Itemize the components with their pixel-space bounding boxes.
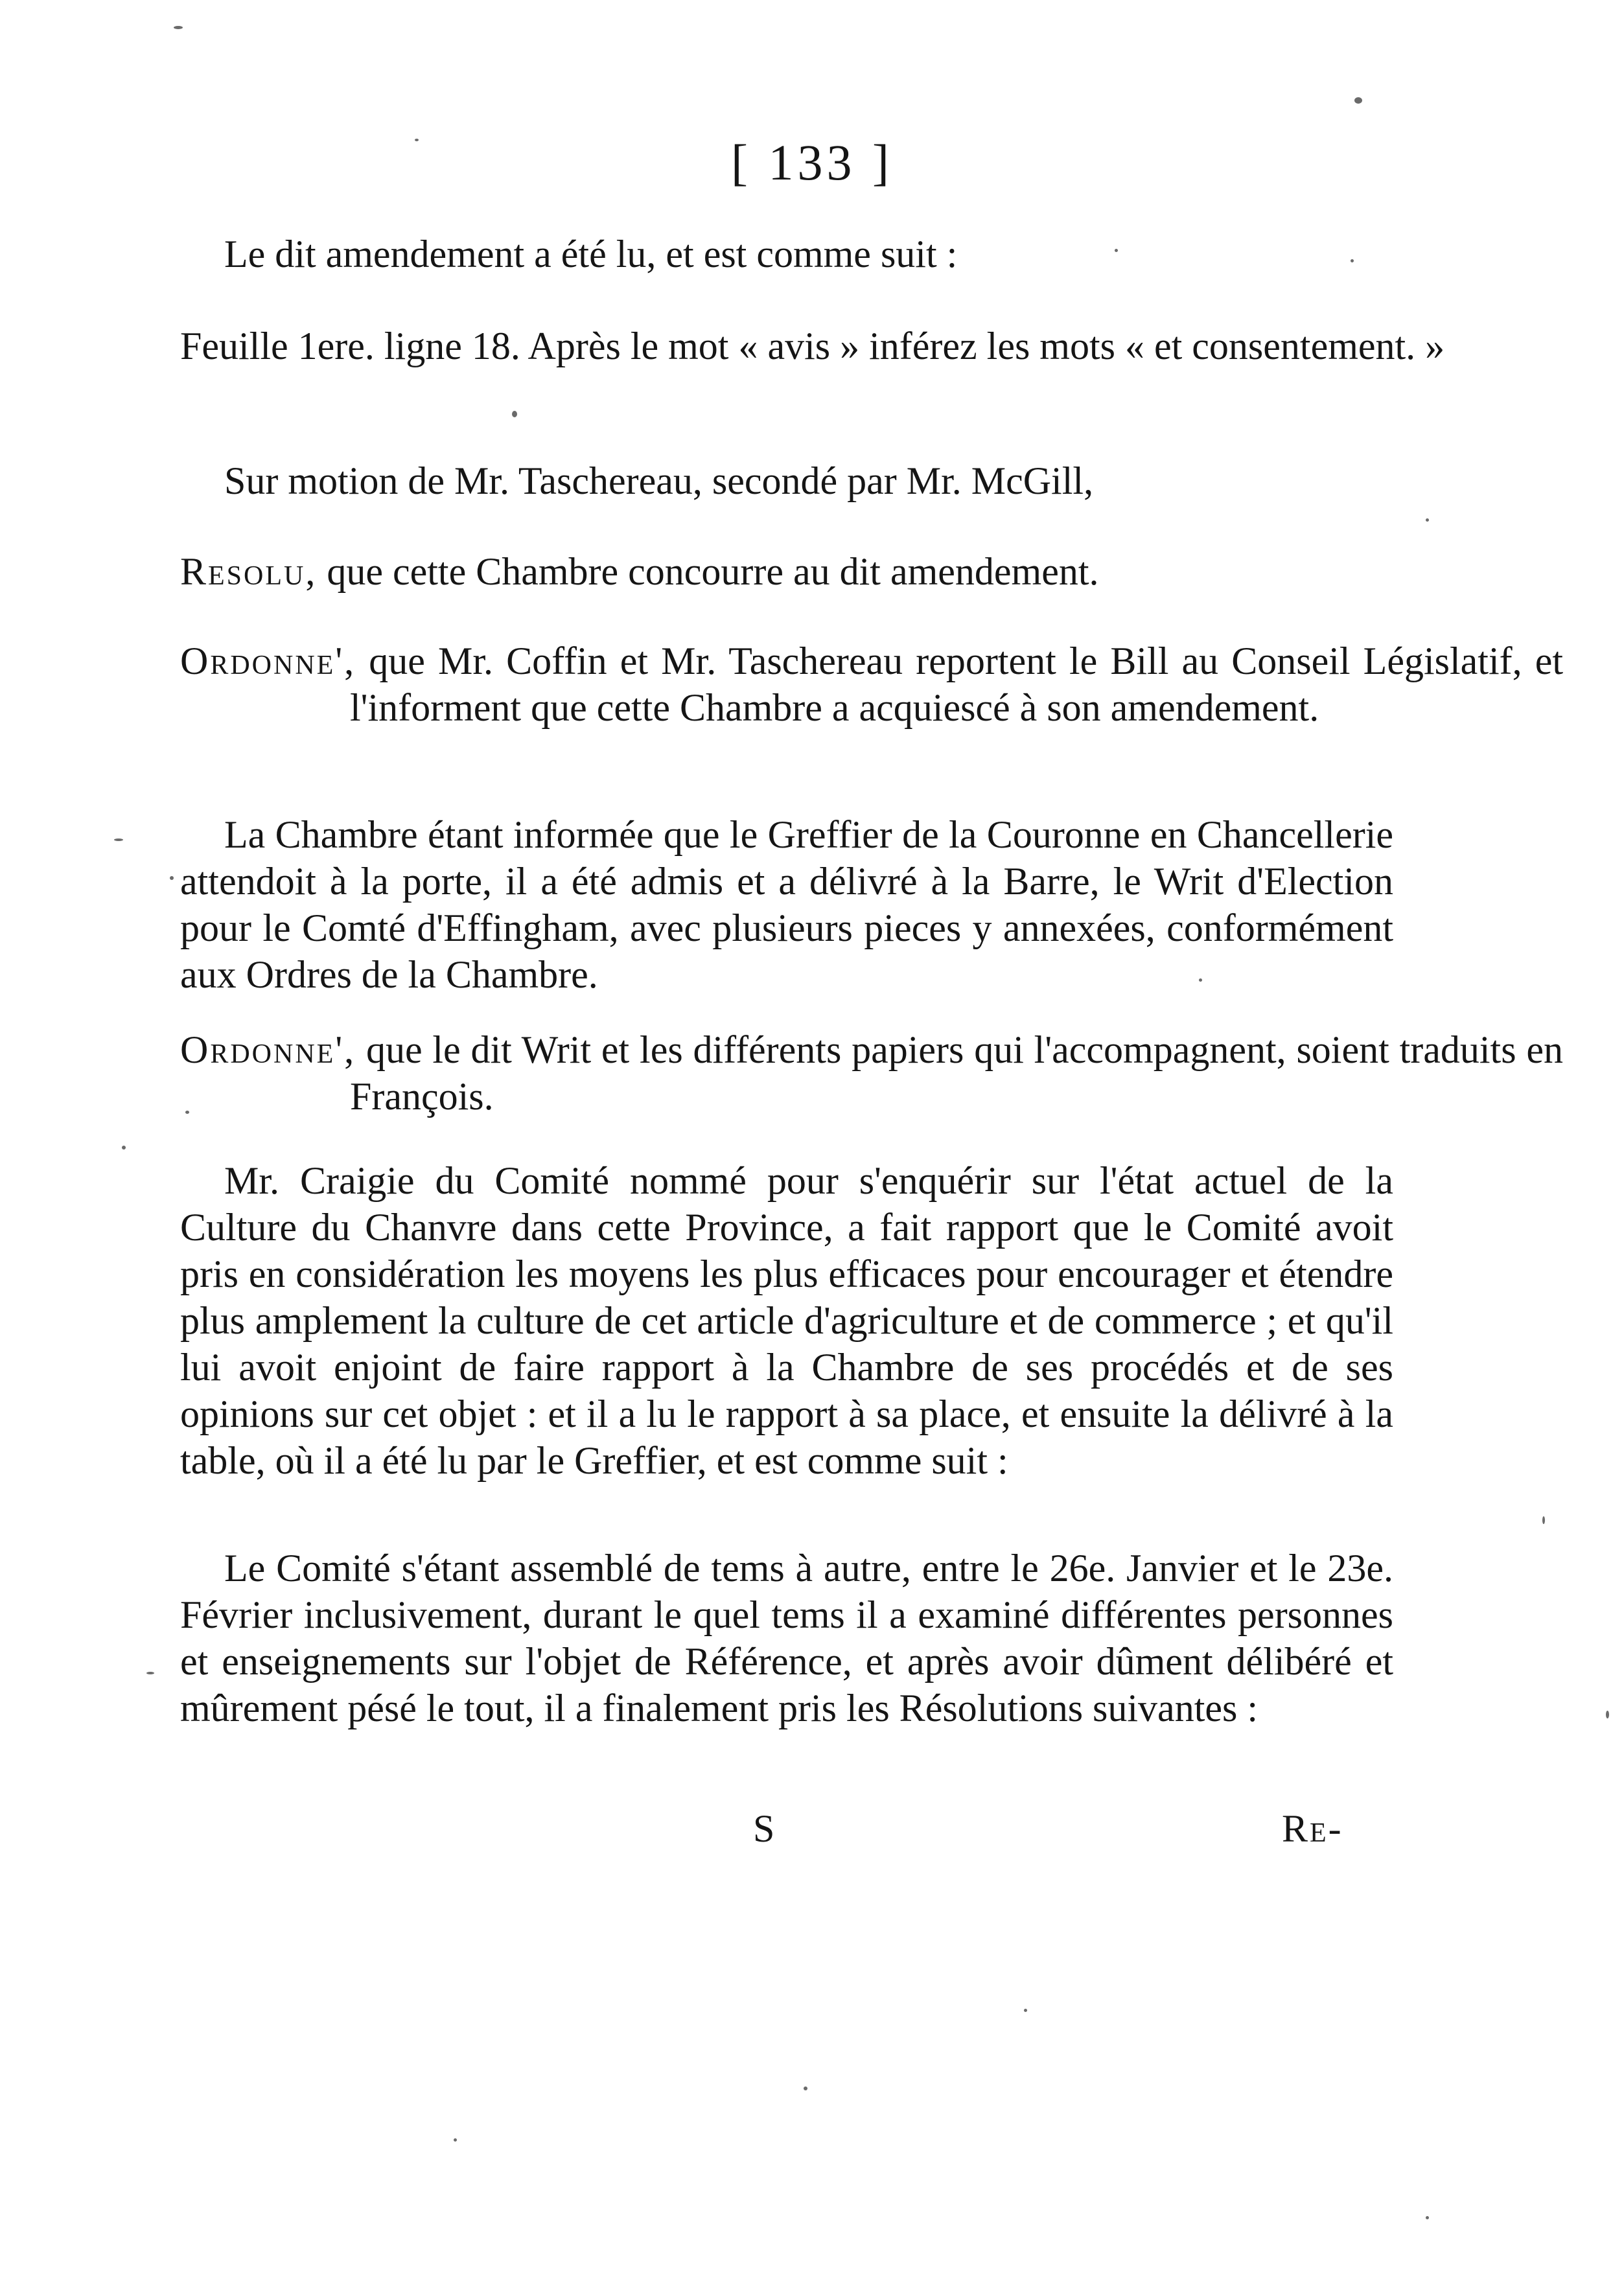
paragraph-craigie-report [180,1157,1393,1484]
paragraph-text: Feuille 1ere. ligne 18. Après le mot « avis » inférez les mots « et consentement. » [180,325,1445,367]
paper-speck [1024,2009,1027,2012]
paragraph-resolu [180,548,1393,595]
page-number: [ 133 ] [731,134,893,191]
paragraph-text: La Chambre étant informée que le Greffier de la Couronne en Chancellerie attendoit à la porte, il a été admis et a délivré à la Barre, le Writ d'Election pour le Comté d'Effingham, avec plusieurs pieces y annexées, conformément aux Ordres de la Chambre. [180,813,1393,996]
paper-speck [114,838,123,841]
paragraph-ordonne-bill [180,638,1563,731]
paper-speck [454,2138,457,2142]
paragraph-text: Le Comité s'étant assemblé de tems à autre, entre le 26e. Janvier et le 23e. Février inclusivement, durant le quel tems il a examiné différentes personnes et enseignements sur l'objet de Référence, et après avoir dûment délibéré et mûrement pésé le tout, il a finalement pris les Résolutions suivantes : [180,1547,1393,1729]
paragraph-motion [180,457,1393,504]
paper-speck [1542,1516,1545,1524]
paper-speck [1606,1711,1609,1718]
paragraph-comite [180,1545,1393,1731]
paragraph-ordonne-writ [180,1026,1563,1120]
paper-speck [1351,259,1354,262]
paper-speck [512,411,517,417]
paper-speck [174,26,183,29]
paragraph-text: Le dit amendement a été lu, et est comme suit : [224,233,958,275]
paper-speck [1115,249,1118,252]
catchword: Re- [1282,1807,1343,1850]
paragraph-text: que cette Chambre concourre au dit amendement. [317,550,1099,593]
paper-speck [1426,2216,1429,2219]
paper-speck [1354,97,1362,104]
paper-speck [146,1672,154,1674]
paper-speck [415,139,419,141]
paragraph-text: que le dit Writ et les différents papiers qui l'accompagnent, soient traduits en François. [350,1028,1563,1118]
paragraph-text: que Mr. Coffin et Mr. Taschereau reportent le Bill au Conseil Législatif, et l'informent que cette Chambre a acquiescé à son amendement. [350,640,1563,729]
paragraph-amendment-read [180,231,1393,277]
paper-speck [1426,518,1429,522]
paragraph-text: Sur motion de Mr. Taschereau, secondé par Mr. McGill, [224,459,1094,502]
paper-speck [1199,978,1202,982]
ordonne-lead: Ordonne', [180,1028,356,1071]
ordonne-lead: Ordonne', [180,640,356,682]
paragraph-amendment-text [180,323,1555,369]
resolu-lead: Resolu, [180,550,318,593]
paragraph-greffier [180,811,1393,998]
paragraph-text: Mr. Craigie du Comité nommé pour s'enquérir sur l'état actuel de la Culture du Chanvre dans cette Province, a fait rapport que le Comité avoit pris en considération les moyens les plus efficaces pour encourager et étendre plus amplement la culture de cet article d'agriculture et de commerce ; et qu'il lui avoit enjoint de faire rapport à la Chambre de ses procédés et de ses opinions sur cet objet : et il a lu le rapport à sa place, et ensuite la délivré à la table, où il a été lu par le Greffier, et est comme suit : [180,1159,1393,1482]
paper-speck [170,876,174,880]
paper-speck [804,2086,807,2090]
paper-speck [185,1111,189,1114]
signature-mark: S [753,1807,775,1850]
paper-speck [122,1146,126,1150]
